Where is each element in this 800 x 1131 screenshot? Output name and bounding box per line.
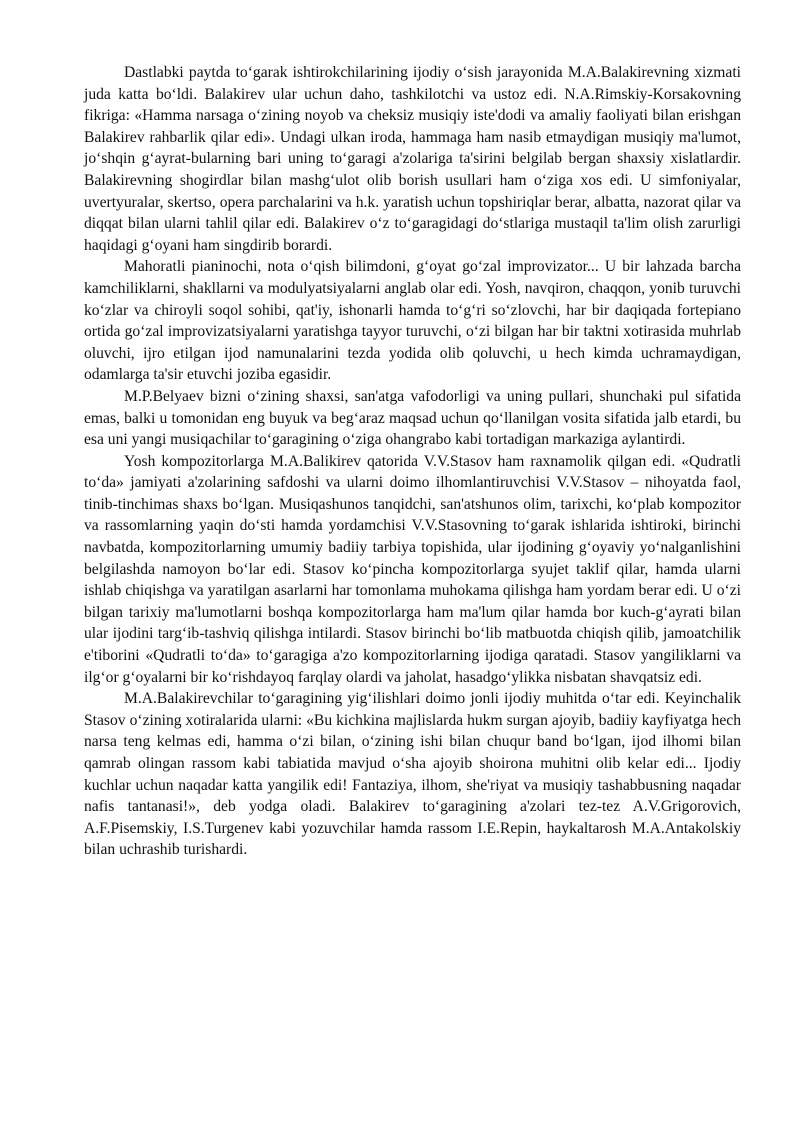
document-page <box>84 62 741 861</box>
paragraph-circle-meetings: M.A.Balakirevchilar to‘garagining yig‘ilishlari doimo jonli ijodiy muhitda o‘tar edi. Keyinchalik Stasov o‘zining xotiralarida ularni: «Bu kichkina majlislarda hukm surgan ajoyib, badiiy kayfiyatga hech narsa teng kelmas edi, hamma o‘zi bilan, o‘zining ishi bilan chuqur band bo‘lgan, ijod ilhomi bilan qamrab olingan rassom kabi tabiatida mavjud o‘sha ajoyib shoirona muhitni olib kelar edi... Ijodiy kuchlar uchun naqadar katta yangilik edi! Fantaziya, ilhom, she'riyat va musiqiy tashabbusning naqadar nafis tantanasi!», deb yodga oladi. Balakirev to‘garagining a'zolari tez-tez A.V.Grigorovich, A.F.Pisemskiy, I.S.Turgenev kabi yozuvchilar hamda rassom I.E.Repin, haykaltarosh M.A.Antakolskiy bilan uchrashib turishardi. <box>84 690 741 859</box>
paragraph-belyaev: M.P.Belyaev bizni o‘zining shaxsi, san'atga vafodorligi va uning pullari, shunchaki pul sifatida emas, balki u tomonidan eng buyuk va beg‘araz maqsad uchun qo‘llanilgan vosita sifatida jalb etardi, bu esa uni yangi musiqachilar to‘garagining o‘ziga ohangrabo kabi tortadigan markaziga aylantirdi. <box>84 387 741 449</box>
paragraph-balakirev-portrait: Mahoratli pianinochi, nota o‘qish bilimdoni, g‘oyat go‘zal improvizator... U bir lahzada barcha kamchiliklarni, shakllarni va modulyatsiyalarni anglab olar edi. Yosh, navqiron, chaqqon, yonib turuvchi ko‘zlar va chiroyli soqol sohibi, qat'iy, ishonarli hamda to‘g‘ri so‘zlovchi, har bir daqiqada fortepiano ortida go‘zal improvizatsiyalarni yaratishga tayyor turuvchi, o‘zi bilgan har bir taktni xotirasida muhrlab oluvchi, ijro etilgan ijod namunalarini tezda yodida olib qoluvchi, u hech kimda uchramaydigan, odamlarga ta'sir etuvchi joziba egasidir. <box>84 258 741 384</box>
paragraph-balakirev-role: Dastlabki paytda to‘garak ishtirokchilarining ijodiy o‘sish jarayonida M.A.Balakirevning xizmati juda katta bo‘ldi. Balakirev ular uchun daho, tashkilotchi va ustoz edi. N.A.Rimskiy-Korsakovning fikriga: «Hamma narsaga o‘zining noyob va cheksiz musiqiy iste'dodi va amaliy faoliyati bilan erishgan Balakirev rahbarlik qilar edi». Undagi ulkan iroda, hammaga ham nasib etmaydigan musiqiy ma'lumot, jo‘shqin g‘ayrat-bularning bari uning to‘garagi a'zolariga ta'sirini belgilab bergan shaxsiy xislatlardir. Balakirevning shogirdlar bilan mashg‘ulot olib borish usullari ham o‘ziga xos edi. U simfoniyalar, uvertyuralar, skertso, opera parchalarini va h.k. yaratish uchun topshiriqlar berar, albatta, nazorat qilar va diqqat bilan ularni tahlil qilar edi. Balakirev o‘z to‘garagidagi do‘stlariga mustaqil ta'lim olish zarurligi haqidagi g‘oyani ham singdirib borardi. <box>84 64 741 254</box>
paragraph-stasov: Yosh kompozitorlarga M.A.Balikirev qatorida V.V.Stasov ham raxnamolik qilgan edi. «Qudratli to‘da» jamiyati a'zolarining safdoshi va ularni doimo ilhomlantiruvchisi V.V.Stasov – nihoyatda faol, tinib-tinchimas shaxs bo‘lgan. Musiqashunos tanqidchi, san'atshunos olim, tarixchi, ko‘plab kompozitor va rassomlarning yaqin do‘sti hamda yordamchisi V.V.Stasovning to‘garak ishlarida ishtiroki, birinchi navbatda, kompozitorlarning umumiy badiiy tarbiya topishida, ular ijodining g‘oyaviy yo‘nalganlishini belgilashda namoyon bo‘lar edi. Stasov ko‘pincha kompozitorlarga syujet taklif qilar, hamda ularni ishlab chiqishga va yaratilgan asarlarni har tomonlama muhokama qilishga ham yordam berar edi. U o‘zi bilgan tarixiy ma'lumotlarni boshqa kompozitorlarga ham ma'lum qilar hamda bor kuch-g‘ayrati bilan ular ijodini targ‘ib-tashviq qilishga intilardi. Stasov birinchi bo‘lib matbuotda chiqish qilib, jamoatchilik e'tiborini «Qudratli to‘da» to‘garagiga a'zo kompozitorlarning ijodiga qaratadi. Stasov yangiliklarni va ilg‘or g‘oyalarni bir ko‘rishdayoq farqlay olardi va jaholat, hasadgo‘ylikka nisbatan shavqatsiz edi. <box>84 452 741 686</box>
